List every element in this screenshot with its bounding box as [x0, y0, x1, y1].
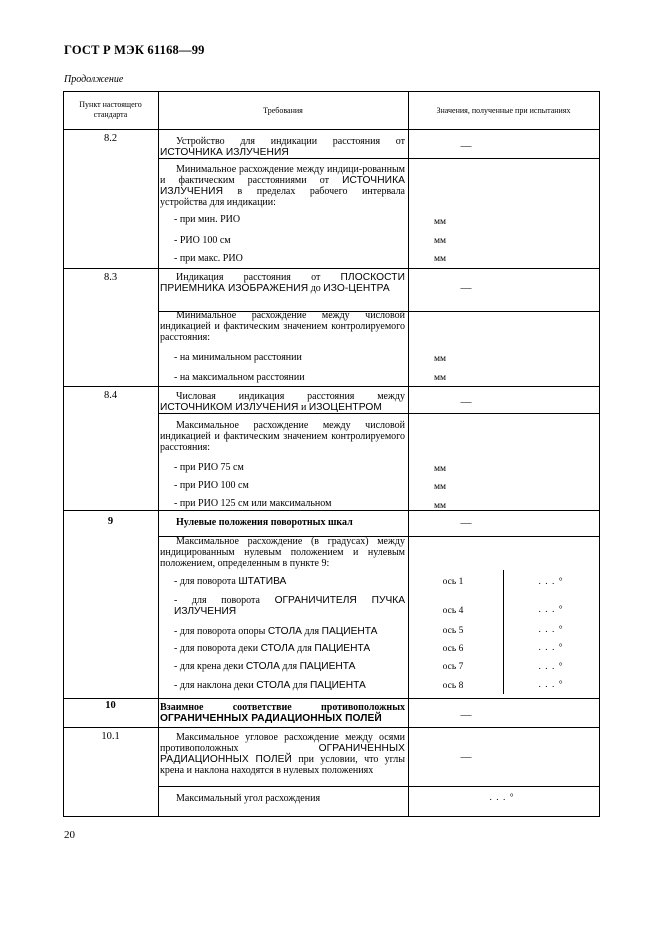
sub-rule [158, 158, 600, 159]
clause-number: 8.3 [103, 272, 118, 283]
requirement-title: Устройство для индикации расстояния от ИСТОЧНИКА ИЗЛУЧЕНИЯ [160, 136, 405, 158]
section-title: Взаимное соответствие противоположных ОГРАНИЧЕННЫХ РАДИАЦИОННЫХ ПОЛЕЙ [160, 702, 405, 724]
list-item: - на минимальном расстоянии [174, 352, 302, 363]
document-header: ГОСТ Р МЭК 61168—99 [64, 43, 205, 57]
clause-number: 8.2 [103, 133, 118, 144]
list-item: - для крена деки СТОЛА для ПАЦИЕНТА [174, 661, 356, 672]
table-divider-2 [408, 91, 409, 817]
row-rule [63, 727, 600, 728]
sub-rule [158, 413, 600, 414]
requirement-description: Максимальное угловое расхождение между осями противоположных ОГРАНИЧЕННЫХ РАДИАЦИОННЫХ ПОЛЕЙ при условии, что углы крена и наклона находятся в нулевых положениях [160, 732, 405, 776]
requirement-description: Максимальное расхождение между числовой индикацией и фактическим значением контролируемого расстояния: [160, 420, 405, 453]
unit-label: мм [433, 501, 447, 511]
axis-label: ось 1 [442, 577, 464, 587]
unit-label: мм [433, 236, 447, 246]
requirement-title: Числовая индикация расстояния между ИСТОЧНИКОМ ИЗЛУЧЕНИЯ и ИЗОЦЕНТРОМ [160, 391, 405, 413]
list-item: - при мин. РИО [174, 214, 241, 225]
value-dash: — [460, 517, 472, 529]
degree-value: . . . ° [538, 680, 564, 690]
list-item: - для поворота ОГРАНИЧИТЕЛЯ ПУЧКА ИЗЛУЧЕНИЯ [174, 595, 405, 617]
axis-label: ось 5 [442, 626, 464, 636]
list-item: - для наклона деки СТОЛА для ПАЦИЕНТА [174, 680, 366, 691]
value-dash: — [460, 282, 472, 294]
list-item: - РИО 100 см [174, 235, 231, 246]
unit-label: мм [433, 254, 447, 264]
requirement-description: Минимальное расхождение между числовой индикацией и фактическим значением контролируемого расстояния: [160, 310, 405, 343]
table-divider-1 [158, 91, 159, 817]
list-item: - при РИО 125 см или максимальном [174, 498, 332, 509]
value-dash: — [460, 709, 472, 721]
list-item: - при РИО 75 см [174, 462, 244, 473]
clause-number: 10 [105, 700, 116, 711]
clause-number: 8.4 [103, 390, 118, 401]
axis-label: ось 4 [442, 606, 464, 616]
degree-value: . . . ° [538, 577, 564, 587]
unit-label: мм [433, 217, 447, 227]
section-title: Нулевые положения поворотных шкал [176, 517, 353, 528]
requirement-description: Максимальное расхождение (в градусах) между индицированным нулевым положением и нулевым положением, определенным в пункте 9: [160, 536, 405, 569]
unit-label: мм [433, 464, 447, 474]
degree-value: . . . ° [538, 662, 564, 672]
list-item: - при РИО 100 см [174, 480, 249, 491]
header-rule [63, 129, 600, 130]
clause-number: 10.1 [101, 731, 120, 742]
clause-number: 9 [107, 516, 114, 527]
degree-value: . . . ° [538, 643, 564, 653]
column-header-requirements: Требования [263, 106, 303, 115]
column-header-clause: Пункт настоящего стандарта [79, 100, 142, 119]
degree-value: . . . ° [538, 605, 564, 615]
axis-label: ось 8 [442, 681, 464, 691]
list-item: - для поворота опоры СТОЛА для ПАЦИЕНТА [174, 626, 378, 637]
requirement-description: Минимальное расхождение между индици-рованным и фактическим расстояниями от ИСТОЧНИКА ИЗЛУЧЕНИЯ в пределах рабочего интервала устройства для индикации: [160, 164, 405, 208]
column-header-values: Значения, полученные при испытаниях [436, 106, 571, 115]
table-border-top [63, 91, 600, 92]
page-number: 20 [64, 829, 75, 841]
list-item: - при макс. РИО [174, 253, 243, 264]
row-rule [63, 698, 600, 699]
list-item: - для поворота деки СТОЛА для ПАЦИЕНТА [174, 643, 371, 654]
degree-value: . . . ° [489, 793, 515, 803]
axis-label: ось 6 [442, 644, 464, 654]
table-border-bottom [63, 816, 600, 817]
list-item: Максимальный угол расхождения [176, 793, 321, 804]
unit-label: мм [433, 482, 447, 492]
row-rule [63, 386, 600, 387]
continuation-label: Продолжение [64, 74, 124, 85]
axis-divider [503, 570, 504, 694]
value-dash: — [460, 396, 472, 408]
sub-rule [158, 786, 600, 787]
unit-label: мм [433, 373, 447, 383]
requirement-title: Индикация расстояния от ПЛОСКОСТИ ПРИЕМНИКА ИЗОБРАЖЕНИЯ до ИЗО-ЦЕНТРА [160, 272, 405, 294]
value-dash: — [460, 140, 472, 152]
table-border-right [599, 91, 600, 817]
list-item: - для поворота ШТАТИВА [174, 576, 287, 587]
value-dash: — [460, 751, 472, 763]
row-rule [63, 510, 600, 511]
axis-label: ось 7 [442, 662, 464, 672]
row-rule [63, 268, 600, 269]
degree-value: . . . ° [538, 625, 564, 635]
unit-label: мм [433, 354, 447, 364]
list-item: - на максимальном расстоянии [174, 372, 305, 383]
